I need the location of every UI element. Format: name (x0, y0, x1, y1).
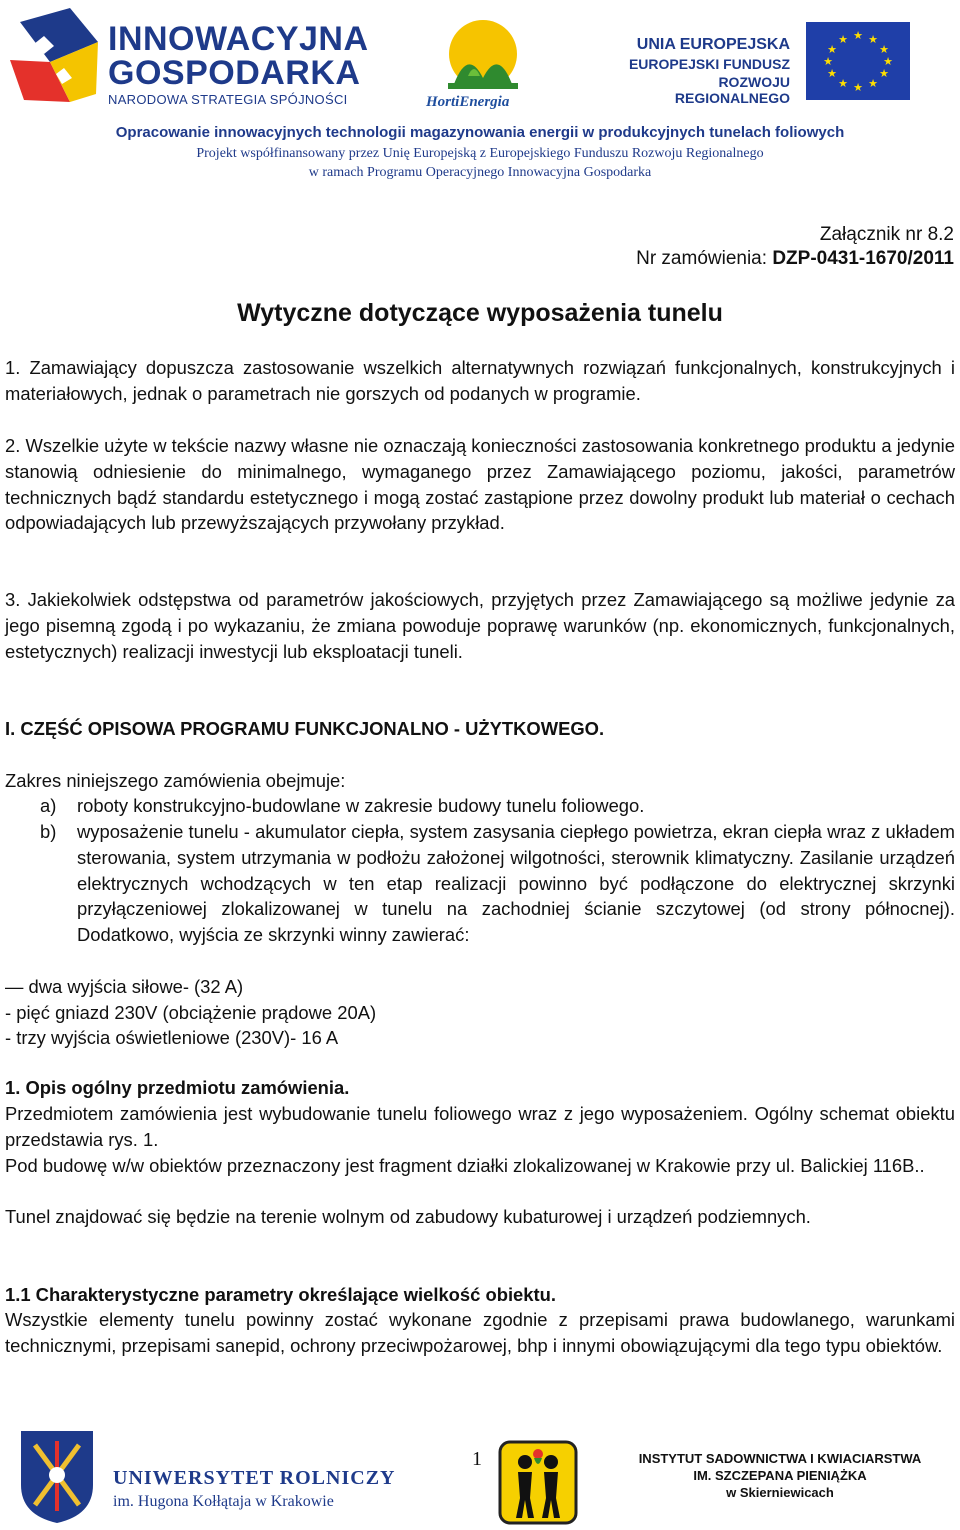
annex-label: Załącznik nr 8.2 (819, 224, 954, 245)
university-crest-icon (15, 1425, 99, 1525)
ig-line1: INNOWACYJNA (108, 20, 369, 58)
order-number-line (636, 248, 954, 270)
dash-item-2: - pięć gniazd 230V (obciążenie prądowe 20A) (5, 1002, 377, 1023)
heading-1-text: 1. Opis ogólny przedmiotu zamówienia. (5, 1077, 350, 1098)
institute-line1: INSTYTUT SADOWNICTWA I KWIACIARSTWA (638, 1451, 922, 1466)
institute-line2: IM. SZCZEPANA PIENIĄŻKA (693, 1468, 867, 1483)
svg-text:★: ★ (868, 33, 878, 46)
svg-text:★: ★ (823, 55, 833, 68)
scope-intro: Zakres niniejszego zamówienia obejmuje: (5, 770, 346, 791)
svg-text:★: ★ (827, 67, 837, 80)
cofinancing-line: Projekt współfinansowany przez Unię Europejską z Europejskiego Funduszu Rozwoju Regionalnego (196, 146, 764, 161)
institute-logo (498, 1440, 578, 1525)
svg-text:★: ★ (853, 81, 863, 94)
heading-1-para-2: Pod budowę w/w obiektów przeznaczony jest fragment działki zlokalizowanej w Krakowie przy ul. Balickiej 116B.. (5, 1155, 925, 1176)
innowacyjna-gospodarka-logo (10, 2, 375, 112)
svg-text:★: ★ (838, 77, 848, 90)
heading-1-para-3: Tunel znajdować się będzie na terenie wolnym od zabudowy kubaturowej i urządzeń podziemnych. (5, 1206, 811, 1227)
institute-emblem-icon (498, 1440, 578, 1525)
svg-text:★: ★ (838, 33, 848, 46)
paragraph-1: 1. Zamawiający dopuszcza zastosowanie wszelkich alternatywnych rozwiązań funkcjonalnych, konstrukcyjnych i materiałowych, jednak o parametrach nie gorszych od podanych w programie. (5, 357, 955, 404)
paragraph-2: 2. Wszelkie użyte w tekście nazwy własne nie oznaczają konieczności zastosowania konkretnego produktu a jedynie stanowią odniesienie do minimalnego, wymaganego przez Zamawiającego poziomu, jakości, parametrów technicznych bądź standardu estetycznego i mogą zostać zastąpione przez dowolny produkt lub materiał o cechach odpowiadających lub przewyższających przywołany przykład. (5, 435, 955, 534)
item-a-marker: a) (40, 795, 57, 816)
section-heading (5, 716, 955, 742)
item-a-text: roboty konstrukcyjno-budowlane w zakresie budowy tunelu foliowego. (77, 795, 645, 816)
item-b-marker: b) (40, 821, 57, 842)
section-heading-text: I. CZĘŚĆ OPISOWA PROGRAMU FUNKCJONALNO - UŻYTKOWEGO. (5, 718, 605, 739)
svg-text:★: ★ (868, 77, 878, 90)
eu-line2: EUROPEJSKI FUNDUSZ (628, 56, 790, 72)
eu-logo (610, 22, 910, 106)
svg-text:★: ★ (879, 67, 889, 80)
item-b-text: wyposażenie tunelu - akumulator ciepła, system zasysania ciepłego powietrza, ekran ciepła wraz z układem sterowania, system utrzymania w podłożu założonej wilgotności, sterownik klimatyczny. Zasilanie urządzeń elektrycznych wchodzących w ten etap realizacji powinno być podłączone do elektrycznej skrzynki przyłączeniowej zlokalizowanej w tunelu na zachodniej ścianie szczytowej (od strony północnej). Dodatkowo, wyjścia ze skrzynki winny zawierać: (77, 821, 955, 946)
order-number: DZP-0431-1670/2011 (772, 248, 954, 269)
sun-leaf-icon (418, 18, 548, 98)
svg-text:★: ★ (879, 43, 889, 56)
project-title: Opracowanie innowacyjnych technologii magazynowania energii w produkcyjnych tunelach foliowych (115, 124, 845, 141)
horti-label: HortiEnergia (426, 94, 510, 110)
svg-text:★: ★ (853, 29, 863, 42)
eu-flag-icon (806, 22, 910, 100)
eu-line3: ROZWOJU REGIONALNEGO (674, 74, 790, 106)
page-number: 1 (472, 1448, 482, 1470)
document-title: Wytyczne dotyczące wyposażenia tunelu (237, 299, 723, 327)
ig-line2: GOSPODARKA (108, 54, 361, 92)
heading-1-para-1: Przedmiotem zamówienia jest wybudowanie tunelu foliowego wraz z jego wyposażeniem. Ogólny schemat obiektu przedstawia rys. 1. (5, 1103, 955, 1150)
heading-1-1-text: 1.1 Charakterystyczne parametry określające wielkość obiektu. (5, 1284, 556, 1305)
eu-line1: UNIA EUROPEJSKA (636, 36, 790, 53)
heading-1 (5, 1075, 955, 1101)
institute-line3: w Skierniewicach (726, 1485, 834, 1500)
ur-line2: im. Hugona Kołłątaja w Krakowie (113, 1493, 334, 1510)
order-label: Nr zamówienia: (636, 248, 773, 269)
heading-1-1 (5, 1282, 955, 1308)
ur-line1: UNIWERSYTET ROLNICZY (113, 1467, 396, 1489)
ig-emblem-icon (10, 2, 102, 110)
dash-item-3: - trzy wyjścia oświetleniowe (230V)- 16 A (5, 1027, 339, 1048)
uniwersytet-rolniczy-logo (15, 1425, 425, 1525)
hortienergia-logo (418, 18, 548, 118)
program-line: w ramach Programu Operacyjnego Innowacyjna Gospodarka (308, 165, 652, 180)
svg-text:★: ★ (827, 43, 837, 56)
dash-item-1: — dwa wyjścia siłowe- (32 A) (5, 976, 244, 997)
paragraph-3: 3. Jakiekolwiek odstępstwa od parametrów jakościowych, przyjętych przez Zamawiającego są możliwe jedynie za jego pisemną zgodą i po wykazaniu, że zmiana powoduje poprawę warunków (np. ekonomicznych, funkcjonalnych, estetycznych) realizacji inwestycji lub eksploatacji tuneli. (5, 589, 955, 662)
ig-line3: NARODOWA STRATEGIA SPÓJNOŚCI (108, 92, 348, 107)
heading-1-1-para: Wszystkie elementy tunelu powinny zostać wykonane zgodnie z przepisami prawa budowlanego, warunkami technicznymi, przepisami sanepid, ochrony przeciwpożarowej, bhp i innymi obowiązującymi dla tego typu obiektów. (5, 1309, 955, 1356)
svg-text:★: ★ (883, 55, 893, 68)
